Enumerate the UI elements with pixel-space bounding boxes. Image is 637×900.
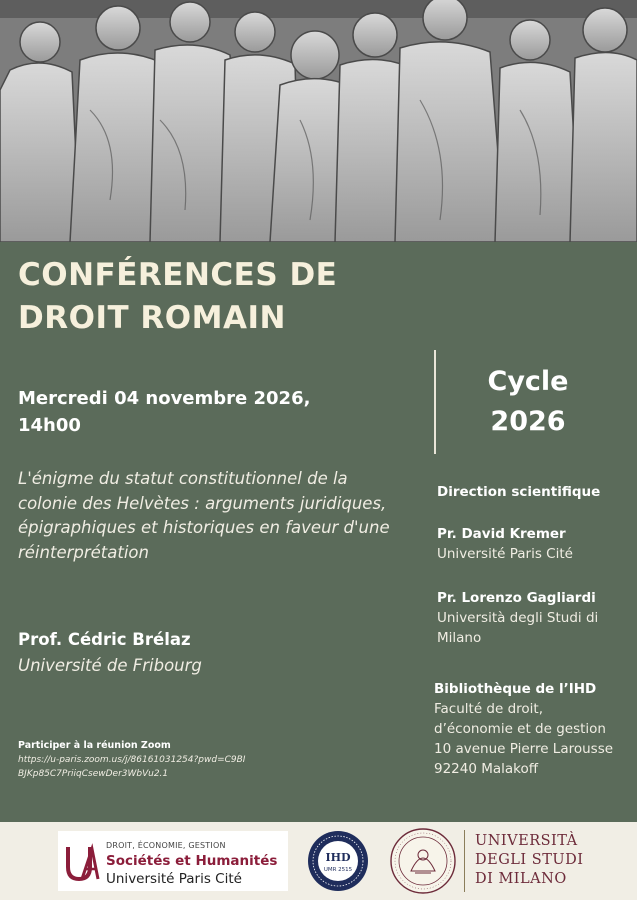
venue-line: 92240 Malakoff xyxy=(434,761,539,777)
milano-line: UNIVERSITÀ xyxy=(475,833,578,849)
milano-line: DEGLI STUDI xyxy=(475,852,584,868)
director-name: Pr. Lorenzo Gagliardi xyxy=(437,590,596,606)
ihd-seal-icon xyxy=(307,830,369,892)
venue-block xyxy=(434,679,634,779)
vertical-divider xyxy=(434,350,436,454)
zoom-label: Participer à la réunion Zoom xyxy=(18,740,171,751)
header-relief-image xyxy=(0,0,637,242)
zoom-link[interactable]: https://u-paris.zoom.us/j/86161031254?pwd=C9BIBJKp85C7PriiqCsewDer3WbVu2.1 xyxy=(18,755,246,779)
venue-line: Faculté de droit, xyxy=(434,701,544,717)
milano-seal-icon xyxy=(389,827,457,895)
time-line: 14h00 xyxy=(18,415,81,436)
director-name: Pr. David Kremer xyxy=(437,526,566,542)
speaker-name: Prof. Cédric Brélaz xyxy=(18,630,191,649)
director-1 xyxy=(437,524,632,564)
universita-milano-wordmark xyxy=(475,832,635,889)
date-line: Mercredi 04 novembre 2026, xyxy=(18,388,311,409)
lecture-topic: L'énigme du statut constitutionnel de la colonie des Helvètes : arguments juridiques, épigraphiques et historiques en faveur d'une réinterprétation xyxy=(18,469,390,562)
cycle-label: Cycle xyxy=(487,366,569,397)
universite-paris-cite-logo xyxy=(58,831,288,891)
upc-faculty: Sociétés et Humanités xyxy=(106,853,278,869)
milano-line: DI MILANO xyxy=(475,871,567,887)
venue-line: 10 avenue Pierre Larousse xyxy=(434,741,614,757)
upc-monogram-icon xyxy=(62,841,100,885)
event-date xyxy=(18,385,378,439)
svg-text:UMR 2515: UMR 2515 xyxy=(323,867,353,873)
direction-heading: Direction scientifique xyxy=(437,484,601,500)
title-line-1: CONFÉRENCES DE xyxy=(18,257,338,293)
page-title xyxy=(18,254,438,340)
venue-title: Bibliothèque de l’IHD xyxy=(434,681,597,697)
svg-text:IHD: IHD xyxy=(325,851,351,864)
upc-department: DROIT, ÉCONOMIE, GESTION xyxy=(106,841,226,850)
venue-line: d’économie et de gestion xyxy=(434,721,606,737)
director-2 xyxy=(437,588,632,648)
speaker-affiliation: Université de Fribourg xyxy=(18,656,202,675)
relief-frieze-illustration xyxy=(0,0,637,242)
director-affiliation: Università degli Studi di Milano xyxy=(437,610,599,646)
cycle-badge xyxy=(448,362,608,442)
cycle-year: 2026 xyxy=(490,406,566,437)
upc-university: Université Paris Cité xyxy=(106,871,242,887)
milano-rule xyxy=(464,830,465,892)
title-line-2: DROIT ROMAIN xyxy=(18,300,286,336)
footer-logos xyxy=(0,822,637,900)
director-affiliation: Université Paris Cité xyxy=(437,546,573,562)
